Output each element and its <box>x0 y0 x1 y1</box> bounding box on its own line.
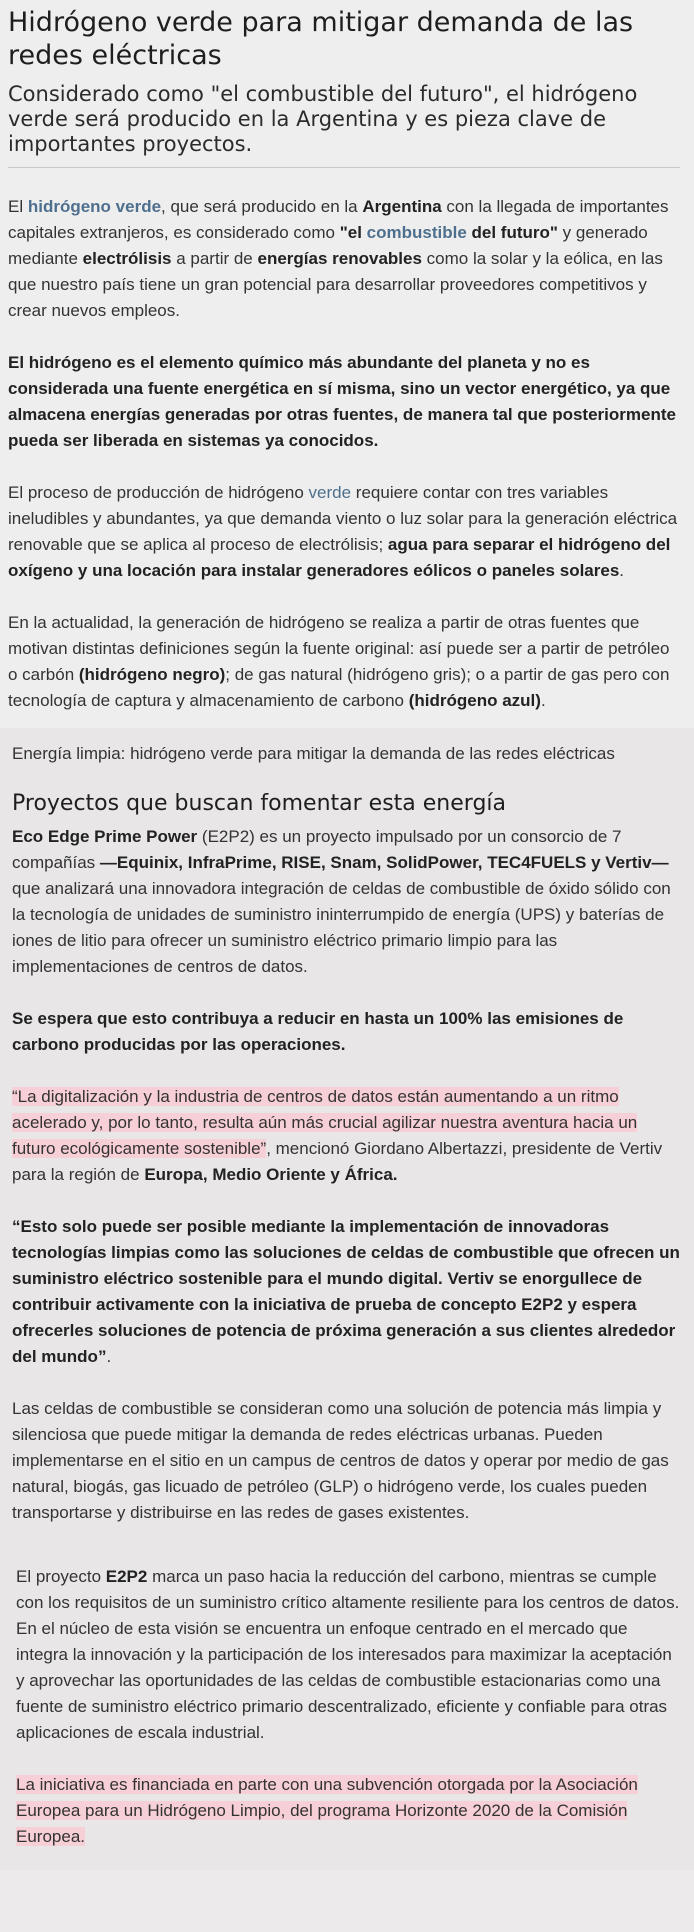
article-headline: Hidrógeno verde para mitigar demanda de las redes eléctricas <box>8 7 634 71</box>
paragraph-hydrogen-element: El hidrógeno es el elemento químico más abundante del planeta y no es considerada una fuente energética en sí misma, sino un vector energético, ya que almacena energías generadas por otras fuentes, de manera tal que posteriormente pueda ser liberada en sistemas ya conocidos. <box>8 353 676 450</box>
link-hidrogeno-verde[interactable]: hidrógeno verde <box>27 197 162 216</box>
paragraph-fuel-cells: Las celdas de combustible se consideran como una solución de potencia más limpia y silenciosa que puede mitigar la demanda de redes eléctricas urbanas. Pueden implementarse en el sitio en un campus de centros de datos y operar por medio de gas natural, biogás, gas licuado de petróleo (GLP) o hidrógeno verde, los cuales pueden transportarse y distribuirse en las redes de gases existentes. <box>12 1399 669 1522</box>
link-combustible[interactable]: combustible <box>366 223 467 242</box>
paragraph-funding <box>12 1772 680 1870</box>
section-title: Proyectos que buscan fomentar esta energía <box>12 791 507 816</box>
article-top-section <box>0 0 694 728</box>
paragraph-emissions: Se espera que esto contribuya a reducir en hasta un 100% las emisiones de carbono producidas por las operaciones. <box>12 1009 624 1054</box>
image-caption: Energía limpia: hidrógeno verde para mitigar la demanda de las redes eléctricas <box>12 744 615 763</box>
paragraph-e2p2-carbon: El proyecto E2P2 marca un paso hacia la reducción del carbono, mientras se cumple con los requisitos de un suministro crítico altamente resiliente para los centros de datos. En el núcleo de esta visión se encuentra un enfoque centrado en el mercado que integra la innovación y la participación de los interesados para maximizar la aceptación y aprovechar las oportunidades de las celdas de combustible estacionarias como una fuente de suministro eléctrico primario descentralizado, eficiente y confiable para otras aplicaciones de escala industrial. <box>16 1567 680 1742</box>
paragraph-intro: El hidrógeno verde, que será producido en la Argentina con la llegada de importantes capitales extranjeros, es considerado como "el combustible del futuro" y generado mediante electrólisis a partir de energías renovables como la solar y la eólica, en las que nuestro país tiene un gran potencial para desarrollar proveedores competitivos y crear nuevos empleos. <box>8 197 669 320</box>
paragraph-vertiv-quote: “Esto solo puede ser posible mediante la implementación de innovadoras tecnologías limpias como las soluciones de celdas de combustible que ofrecen un suministro eléctrico sostenible para el mundo digital. Vertiv se enorgullece de contribuir activamente con la iniciativa de prueba de concepto E2P2 y espera ofrecerles soluciones de potencia de próxima generación a sus clientes alrededor del mundo”. <box>12 1217 680 1366</box>
link-verde[interactable]: verde <box>308 483 352 502</box>
paragraph-quote-albertazzi: “La digitalización y la industria de centros de datos están aumentando a un ritmo acelerado y, por lo tanto, resulta aún más crucial agilizar nuestra aventura hacia un futuro ecológicamente sostenible”, mencionó Giordano Albertazzi, presidente de Vertiv para la región de Europa, Medio Oriente y África. <box>12 1087 663 1184</box>
paragraph-production-process: El proceso de producción de hidrógeno verde requiere contar con tres variables ineludibles y abundantes, ya que demanda viento o luz solar para la generación eléctrica renovable que se aplica al proceso de electrólisis; agua para separar el hidrógeno del oxígeno y una locación para instalar generadores eólicos o paneles solares. <box>8 483 678 580</box>
highlighted-funding: La iniciativa es financiada en parte con una subvención otorgada por la Asociación Europea para un Hidrógeno Limpio, del programa Horizonte 2020 de la Comisión Europea. <box>16 1775 638 1846</box>
article-subheadline: Considerado como "el combustible del futuro", el hidrógeno verde será producido en la Argentina y es pieza clave de importantes proyectos. <box>8 82 638 156</box>
article-bottom-section <box>0 728 694 1870</box>
paragraph-hydrogen-types: En la actualidad, la generación de hidrógeno se realiza a partir de otras fuentes que motivan distintas definiciones según la fuente original: así puede ser a partir de petróleo o carbón (hidrógeno negro); de gas natural (hidrógeno gris); o a partir de gas pero con tecnología de captura y almacenamiento de carbono (hidrógeno azul). <box>8 613 670 710</box>
highlighted-quote: “La digitalización y la industria de centros de datos están aumentando a un ritmo acelerado y, por lo tanto, resulta aún más crucial agilizar nuestra aventura hacia un futuro ecológicamente sostenible” <box>12 1087 638 1158</box>
headline-divider <box>8 167 680 168</box>
paragraph-e2p2-project: Eco Edge Prime Power (E2P2) es un proyecto impulsado por un consorcio de 7 compañías —Equinix, InfraPrime, RISE, Snam, SolidPower, TEC4FUELS y Vertiv— que analizará una innovadora integración de celdas de combustible de óxido sólido con la tecnología de unidades de suministro ininterrumpido de energía (UPS) y baterías de iones de litio para ofrecer un suministro eléctrico primario limpio para las implementaciones de centros de datos. <box>12 827 671 976</box>
